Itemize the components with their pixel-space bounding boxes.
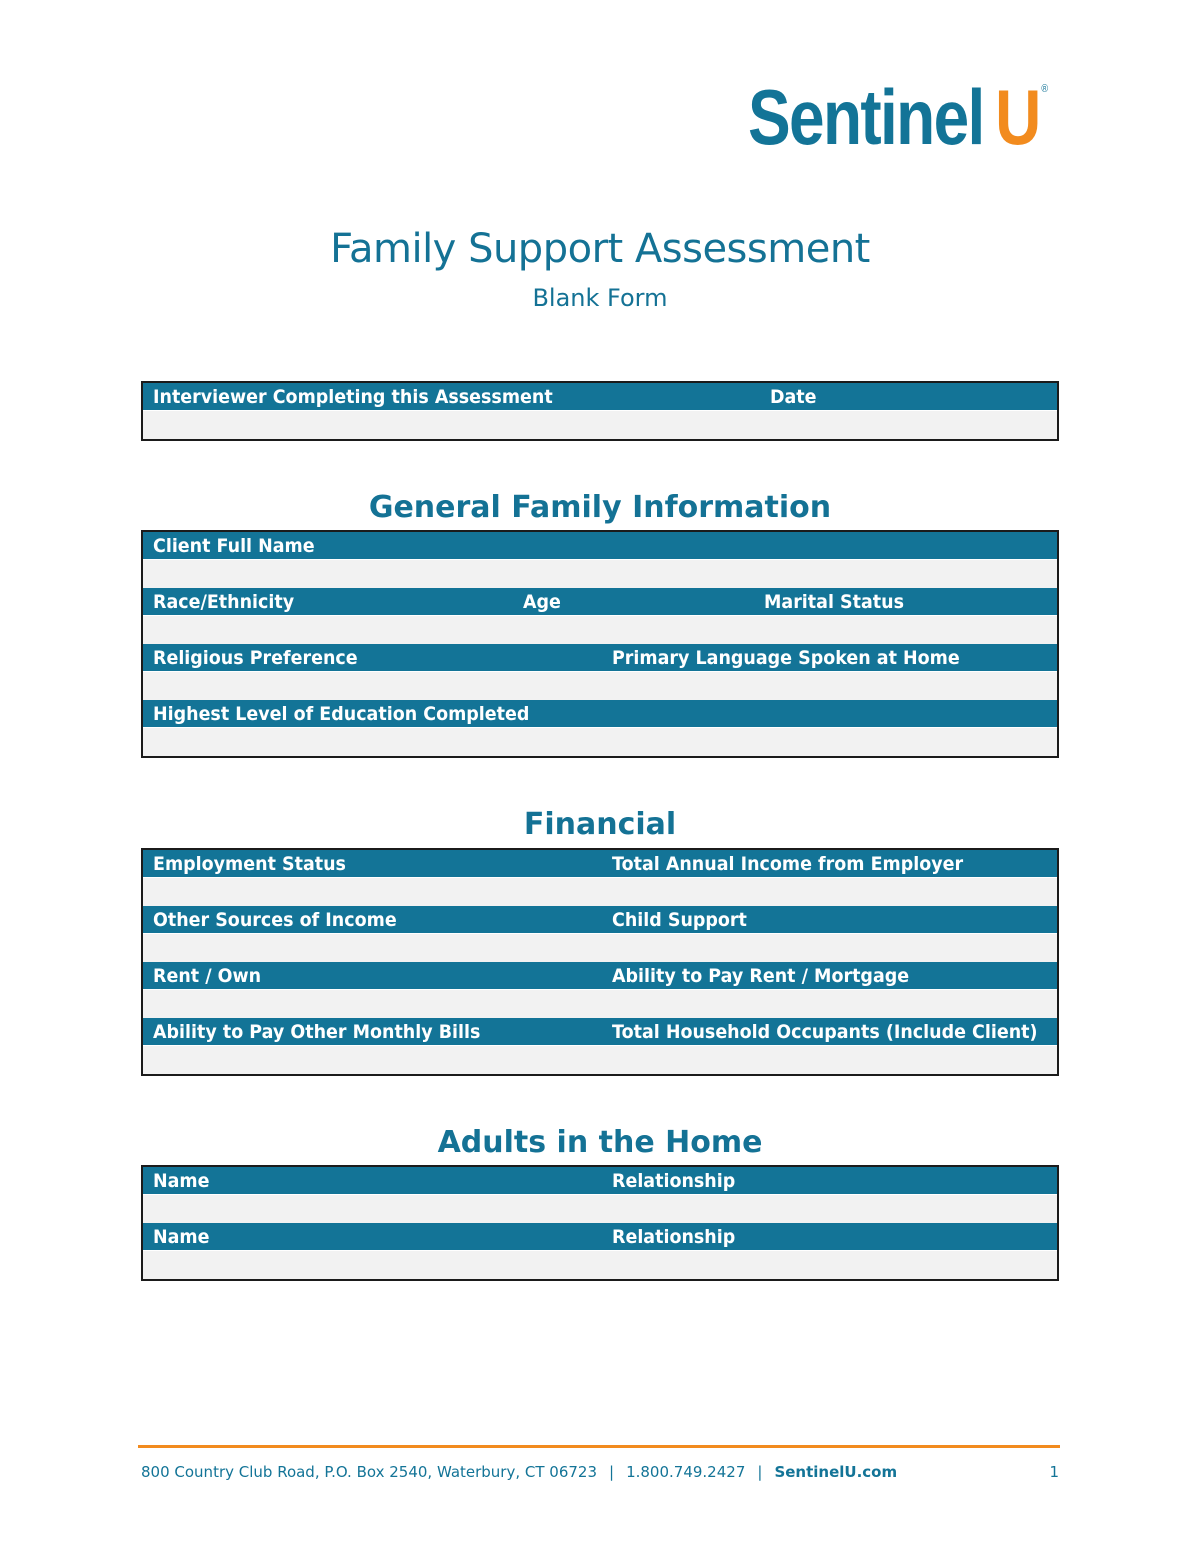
- housing-field[interactable]: [143, 990, 1057, 1018]
- adult-2-field[interactable]: [143, 1251, 1057, 1279]
- bills-header-row: [143, 1018, 1057, 1046]
- general-table: [141, 530, 1059, 758]
- page-number: 1: [1049, 1463, 1059, 1481]
- adult-1-relationship-label: Relationship: [612, 1170, 736, 1192]
- child-support-label: Child Support: [612, 909, 747, 931]
- footer-separator: |: [757, 1463, 763, 1481]
- footer-website-link[interactable]: SentinelU.com: [774, 1463, 898, 1481]
- client-name-header-row: [143, 532, 1057, 560]
- religious-preference-label: Religious Preference: [153, 647, 358, 669]
- ability-pay-rent-label: Ability to Pay Rent / Mortgage: [612, 965, 910, 987]
- interviewer-table: [141, 381, 1059, 441]
- race-ethnicity-label: Race/Ethnicity: [153, 591, 295, 613]
- adult-1-header-row: [143, 1167, 1057, 1195]
- other-income-header-row: [143, 906, 1057, 934]
- religion-language-field[interactable]: [143, 672, 1057, 700]
- general-section-title: General Family Information: [368, 490, 832, 525]
- adults-table: [141, 1165, 1059, 1281]
- employment-field[interactable]: [143, 878, 1057, 906]
- financial-table: [141, 848, 1059, 1076]
- page-title: Family Support Assessment: [330, 226, 870, 272]
- education-field[interactable]: [143, 728, 1057, 756]
- adult-2-header-row: [143, 1223, 1057, 1251]
- age-label: Age: [523, 591, 561, 613]
- financial-section-title: Financial: [523, 807, 677, 842]
- footer-separator: |: [609, 1463, 615, 1481]
- education-label: Highest Level of Education Completed: [153, 703, 530, 725]
- client-full-name-field[interactable]: [143, 560, 1057, 588]
- footer: [141, 1463, 1059, 1481]
- household-occupants-label: Total Household Occupants (Include Client): [612, 1021, 1038, 1043]
- adult-1-field[interactable]: [143, 1195, 1057, 1223]
- footer-divider: [138, 1445, 1060, 1448]
- education-header-row: [143, 700, 1057, 728]
- interviewer-label: Interviewer Completing this Assessment: [153, 386, 553, 408]
- adult-2-name-label: Name: [153, 1226, 210, 1248]
- demographics-header-row: [143, 588, 1057, 616]
- date-label: Date: [770, 386, 817, 408]
- footer-address: 800 Country Club Road, P.O. Box 2540, Waterbury, CT 06723: [141, 1463, 598, 1481]
- annual-income-label: Total Annual Income from Employer: [612, 853, 964, 875]
- housing-header-row: [143, 962, 1057, 990]
- employment-status-label: Employment Status: [153, 853, 346, 875]
- employment-header-row: [143, 850, 1057, 878]
- religion-language-header-row: [143, 644, 1057, 672]
- sentinel-u-logo: [748, 73, 1047, 161]
- page-subtitle: Blank Form: [532, 284, 668, 312]
- rent-own-label: Rent / Own: [153, 965, 262, 987]
- primary-language-label: Primary Language Spoken at Home: [612, 647, 960, 669]
- adults-section-title: Adults in the Home: [437, 1125, 763, 1160]
- logo-letter: U: [995, 73, 1040, 161]
- other-income-label: Other Sources of Income: [153, 909, 397, 931]
- logo-word: Sentinel: [748, 73, 984, 161]
- interviewer-header-row: [143, 383, 1057, 411]
- bills-field[interactable]: [143, 1046, 1057, 1074]
- footer-phone: 1.800.749.2427: [626, 1463, 746, 1481]
- client-full-name-label: Client Full Name: [153, 535, 315, 557]
- adult-1-name-label: Name: [153, 1170, 210, 1192]
- other-income-field[interactable]: [143, 934, 1057, 962]
- interviewer-input-row[interactable]: [143, 411, 1057, 439]
- adult-2-relationship-label: Relationship: [612, 1226, 736, 1248]
- marital-status-label: Marital Status: [764, 591, 904, 613]
- registered-mark: ®: [1041, 83, 1047, 95]
- demographics-field[interactable]: [143, 616, 1057, 644]
- ability-pay-bills-label: Ability to Pay Other Monthly Bills: [153, 1021, 481, 1043]
